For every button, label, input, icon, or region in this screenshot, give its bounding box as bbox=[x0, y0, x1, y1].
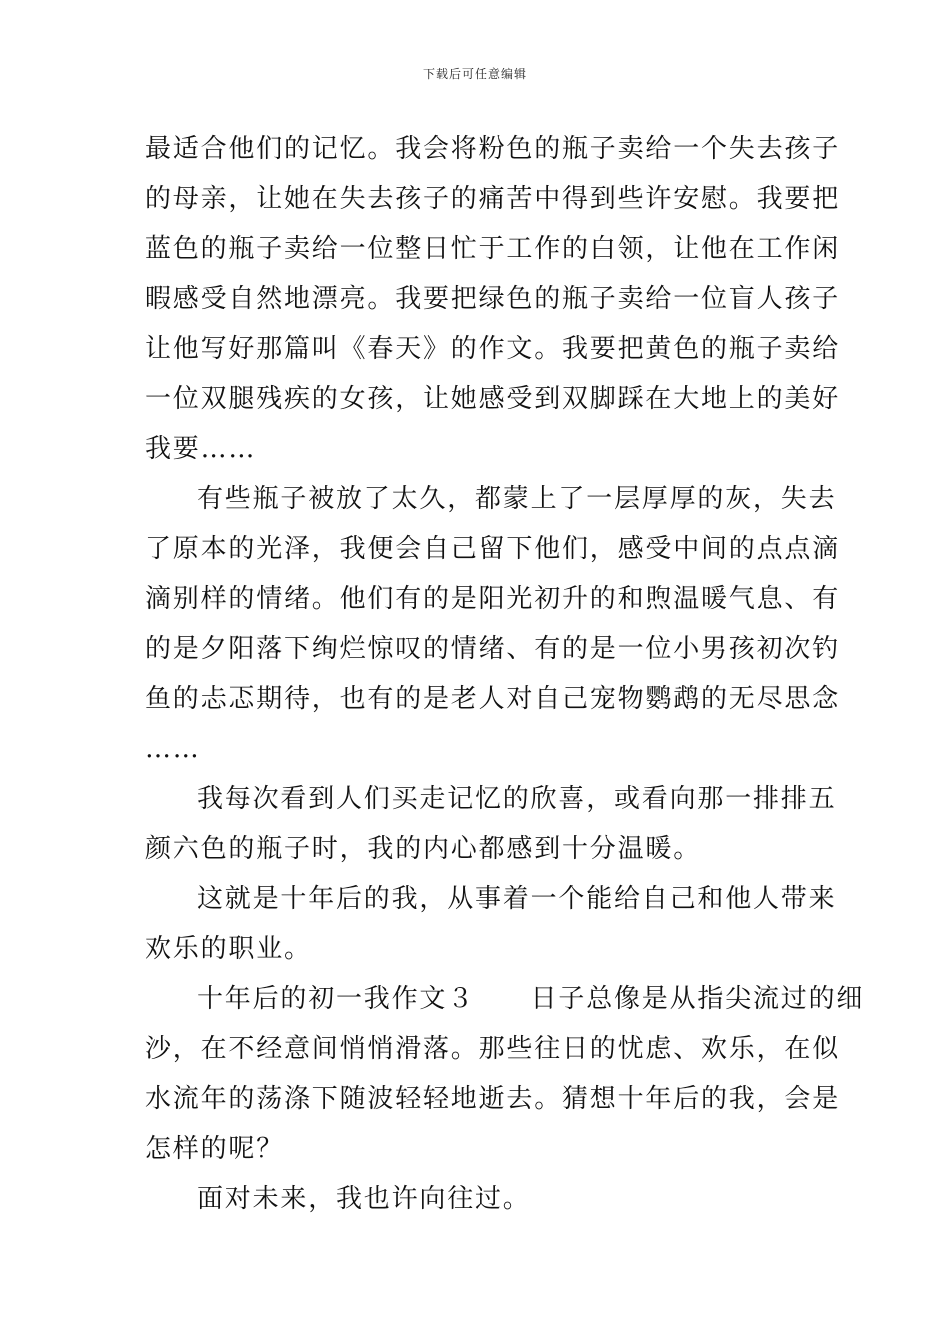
page-header: 下载后可任意编辑 bbox=[422, 67, 527, 81]
document-body bbox=[145, 124, 865, 1224]
text-line: …… bbox=[145, 734, 201, 764]
text-line: 水流年的荡涤下随波轻轻地逝去。猜想十年后的我，会是 bbox=[145, 1084, 841, 1114]
text-line: 滴别样的情绪。他们有的是阳光初升的和煦温暖气息、有 bbox=[145, 584, 841, 614]
text-line: 一位双腿残疾的女孩，让她感受到双脚踩在大地上的美好 bbox=[145, 384, 841, 414]
paragraph-start: 我每次看到人们买走记忆的欣喜，或看向那一排排五 bbox=[197, 784, 837, 814]
text-line: 暇感受自然地漂亮。我要把绿色的瓶子卖给一位盲人孩子 bbox=[145, 284, 841, 314]
text-line: 鱼的忐忑期待，也有的是老人对自己宠物鹦鹉的无尽思念 bbox=[145, 684, 841, 714]
text-line: 了原本的光泽，我便会自己留下他们，感受中间的点点滴 bbox=[145, 534, 841, 564]
text-line: 的母亲，让她在失去孩子的痛苦中得到些许安慰。我要把 bbox=[145, 184, 841, 214]
text-line: 怎样的呢？ bbox=[145, 1134, 285, 1164]
text-line: 欢乐的职业。 bbox=[145, 934, 312, 964]
text-line: 我要…… bbox=[145, 434, 257, 464]
text-line: 蓝色的瓶子卖给一位整日忙于工作的白领，让他在工作闲 bbox=[145, 234, 841, 264]
paragraph-start: 有些瓶子被放了太久，都蒙上了一层厚厚的灰，失去 bbox=[197, 484, 837, 514]
paragraph-start: 面对未来，我也许向往过。 bbox=[197, 1184, 531, 1214]
text-line: 颜六色的瓶子时，我的内心都感到十分温暖。 bbox=[145, 834, 702, 864]
paragraph-start: 十年后的初一我作文３ 日子总像是从指尖流过的细 bbox=[197, 984, 865, 1014]
text-line: 最适合他们的记忆。我会将粉色的瓶子卖给一个失去孩子 bbox=[145, 134, 841, 164]
text-line: 的是夕阳落下绚烂惊叹的情绪、有的是一位小男孩初次钓 bbox=[145, 634, 841, 664]
paragraph-start: 这就是十年后的我，从事着一个能给自己和他人带来 bbox=[197, 884, 837, 914]
text-line: 让他写好那篇叫《春天》的作文。我要把黄色的瓶子卖给 bbox=[145, 334, 841, 364]
text-line: 沙，在不经意间悄悄滑落。那些往日的忧虑、欢乐，在似 bbox=[145, 1034, 841, 1064]
